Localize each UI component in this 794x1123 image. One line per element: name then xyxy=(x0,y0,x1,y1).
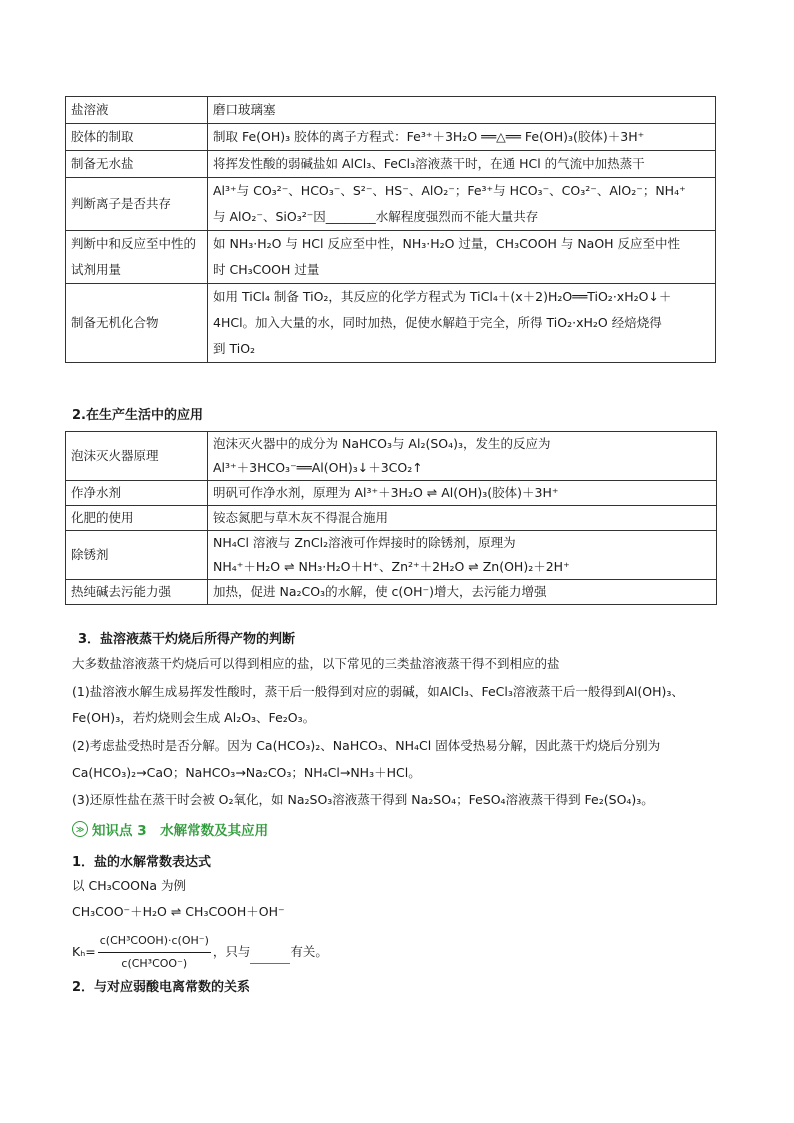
table-row xyxy=(66,506,717,531)
content-line: 到 TiO₂ xyxy=(213,341,256,356)
k1-heading: 1．盐的水解常数表达式 xyxy=(72,855,212,870)
row-content xyxy=(208,580,717,605)
kh-tail-after: 有关。 xyxy=(290,944,328,959)
table-row xyxy=(66,432,717,481)
table-row xyxy=(66,124,716,151)
content-line: 泡沫灭火器中的成分为 NaHCO₃与 Al₂(SO₄)₃，发生的反应为 xyxy=(213,436,551,451)
sec3-item-1b: Fe(OH)₃，若灼烧则会生成 Al₂O₃、Fe₂O₃。 xyxy=(72,710,316,725)
row-content xyxy=(208,124,716,151)
k1-equation: CH₃COO⁻＋H₂O ⇌ CH₃COOH＋OH⁻ xyxy=(72,904,285,919)
content-line: 磨口玻璃塞 xyxy=(213,102,276,117)
k2-heading: 2．与对应弱酸电离常数的关系 xyxy=(72,980,251,995)
hydrolysis-applications-table xyxy=(65,96,716,363)
content-line: 明矾可作净水剂，原理为 Al³⁺＋3H₂O ⇌ Al(OH)₃(胶体)＋3H⁺ xyxy=(213,485,559,500)
row-label: 制备无机化合物 xyxy=(66,284,208,363)
row-label: 制备无水盐 xyxy=(66,151,208,178)
content-line: NH₄Cl 溶液与 ZnCl₂溶液可作焊接时的除锈剂，原理为 xyxy=(213,535,516,550)
row-label: 胶体的制取 xyxy=(66,124,208,151)
knowledge-point-heading xyxy=(72,819,268,839)
kh-numerator: c(CH³COOH)·c(OH⁻) xyxy=(98,930,211,953)
kh-fraction xyxy=(98,930,211,975)
kh-tail-before: ，只与 xyxy=(212,944,251,959)
section-heading-3: 3．盐溶液蒸干灼烧后所得产物的判断 xyxy=(78,632,296,647)
row-content xyxy=(208,481,717,506)
table-row xyxy=(66,178,716,231)
table-row xyxy=(66,531,717,580)
kh-answer-blank[interactable] xyxy=(250,941,290,964)
content-line: NH₄⁺＋H₂O ⇌ NH₃·H₂O＋H⁺、Zn²⁺＋2H₂O ⇌ Zn(OH)₂＋2H⁺ xyxy=(213,559,570,574)
row-label: 判断离子是否共存 xyxy=(66,178,208,231)
content-line: 加热，促进 Na₂CO₃的水解，使 c(OH⁻)增大，去污能力增强 xyxy=(213,584,547,599)
row-content xyxy=(208,531,717,580)
content-line: 与 AlO₂⁻、SiO₃²⁻因________水解程度强烈而不能大量共存 xyxy=(213,209,539,224)
row-label: 泡沫灭火器原理 xyxy=(66,432,208,481)
sec3-item-3: (3)还原性盐在蒸干时会被 O₂氧化，如 Na₂SO₃溶液蒸干得到 Na₂SO₄；FeSO₄溶液蒸干得到 Fe₂(SO₄)₃。 xyxy=(72,792,654,807)
content-line: Al³⁺＋3HCO₃⁻══Al(OH)₃↓＋3CO₂↑ xyxy=(213,460,423,475)
table-row xyxy=(66,481,717,506)
row-content xyxy=(208,432,717,481)
table-row xyxy=(66,580,717,605)
kh-denominator: c(CH³COO⁻) xyxy=(121,957,188,970)
sec3-intro: 大多数盐溶液蒸干灼烧后可以得到相应的盐，以下常见的三类盐溶液蒸干得不到相应的盐 xyxy=(72,656,560,671)
row-content xyxy=(208,231,716,284)
content-line: 4HCl。加入大量的水，同时加热，促使水解趋于完全，所得 TiO₂·xH₂O 经焙烧得 xyxy=(213,315,662,330)
content-line: 铵态氮肥与草木灰不得混合施用 xyxy=(213,510,389,525)
sec3-item-2a: (2)考虑盐受热时是否分解。因为 Ca(HCO₃)₂、NaHCO₃、NH₄Cl 固体受热易分解，因此蒸干灼烧后分别为 xyxy=(72,738,661,753)
row-label: 作净水剂 xyxy=(66,481,208,506)
row-label: 热纯碱去污能力强 xyxy=(66,580,208,605)
content-line: 将挥发性酸的弱碱盐如 AlCl₃、FeCl₃溶液蒸干时，在通 HCl 的气流中加热蒸干 xyxy=(213,156,645,171)
content-line: 如 NH₃·H₂O 与 HCl 反应至中性，NH₃·H₂O 过量，CH₃COOH 与 NaOH 反应至中性 xyxy=(213,236,681,251)
knowledge-point-title: 知识点 3 水解常数及其应用 xyxy=(92,823,269,839)
content-line: 制取 Fe(OH)₃ 胶体的离子方程式：Fe³⁺＋3H₂O ══△══ Fe(OH)₃(胶体)＋3H⁺ xyxy=(213,129,645,144)
k1-example: 以 CH₃COONa 为例 xyxy=(72,878,187,893)
row-content xyxy=(208,284,716,363)
row-label: 判断中和反应至中性的试剂用量 xyxy=(66,231,208,284)
table-row xyxy=(66,231,716,284)
row-content xyxy=(208,178,716,231)
row-content xyxy=(208,97,716,124)
sec3-item-2b: Ca(HCO₃)₂→CaO；NaHCO₃→Na₂CO₃；NH₄Cl→NH₃＋HCl。 xyxy=(72,765,421,780)
content-line: Al³⁺与 CO₃²⁻、HCO₃⁻、S²⁻、HS⁻、AlO₂⁻；Fe³⁺与 HCO₃⁻、CO₃²⁻、AlO₂⁻；NH₄⁺ xyxy=(213,183,686,198)
content-line: 时 CH₃COOH 过量 xyxy=(213,262,320,277)
row-content xyxy=(208,506,717,531)
production-life-applications-table xyxy=(65,431,717,605)
table-row xyxy=(66,284,716,363)
row-label: 化肥的使用 xyxy=(66,506,208,531)
table-row xyxy=(66,151,716,178)
kh-label: Kₕ= xyxy=(72,944,96,959)
kh-expression xyxy=(72,930,734,975)
row-label: 除锈剂 xyxy=(66,531,208,580)
row-label: 盐溶液 xyxy=(66,97,208,124)
chevron-right-icon: ≫ xyxy=(72,821,88,837)
sec3-item-1a: (1)盐溶液水解生成易挥发性酸时，蒸干后一般得到对应的弱碱，如AlCl₃、FeCl₃溶液蒸干后一般得到Al(OH)₃、 xyxy=(72,684,684,699)
table-row xyxy=(66,97,716,124)
row-content xyxy=(208,151,716,178)
content-line: 如用 TiCl₄ 制备 TiO₂，其反应的化学方程式为 TiCl₄＋(x＋2)H₂O══TiO₂·xH₂O↓＋ xyxy=(213,289,672,304)
section-heading-2: 2.在生产生活中的应用 xyxy=(72,408,203,423)
